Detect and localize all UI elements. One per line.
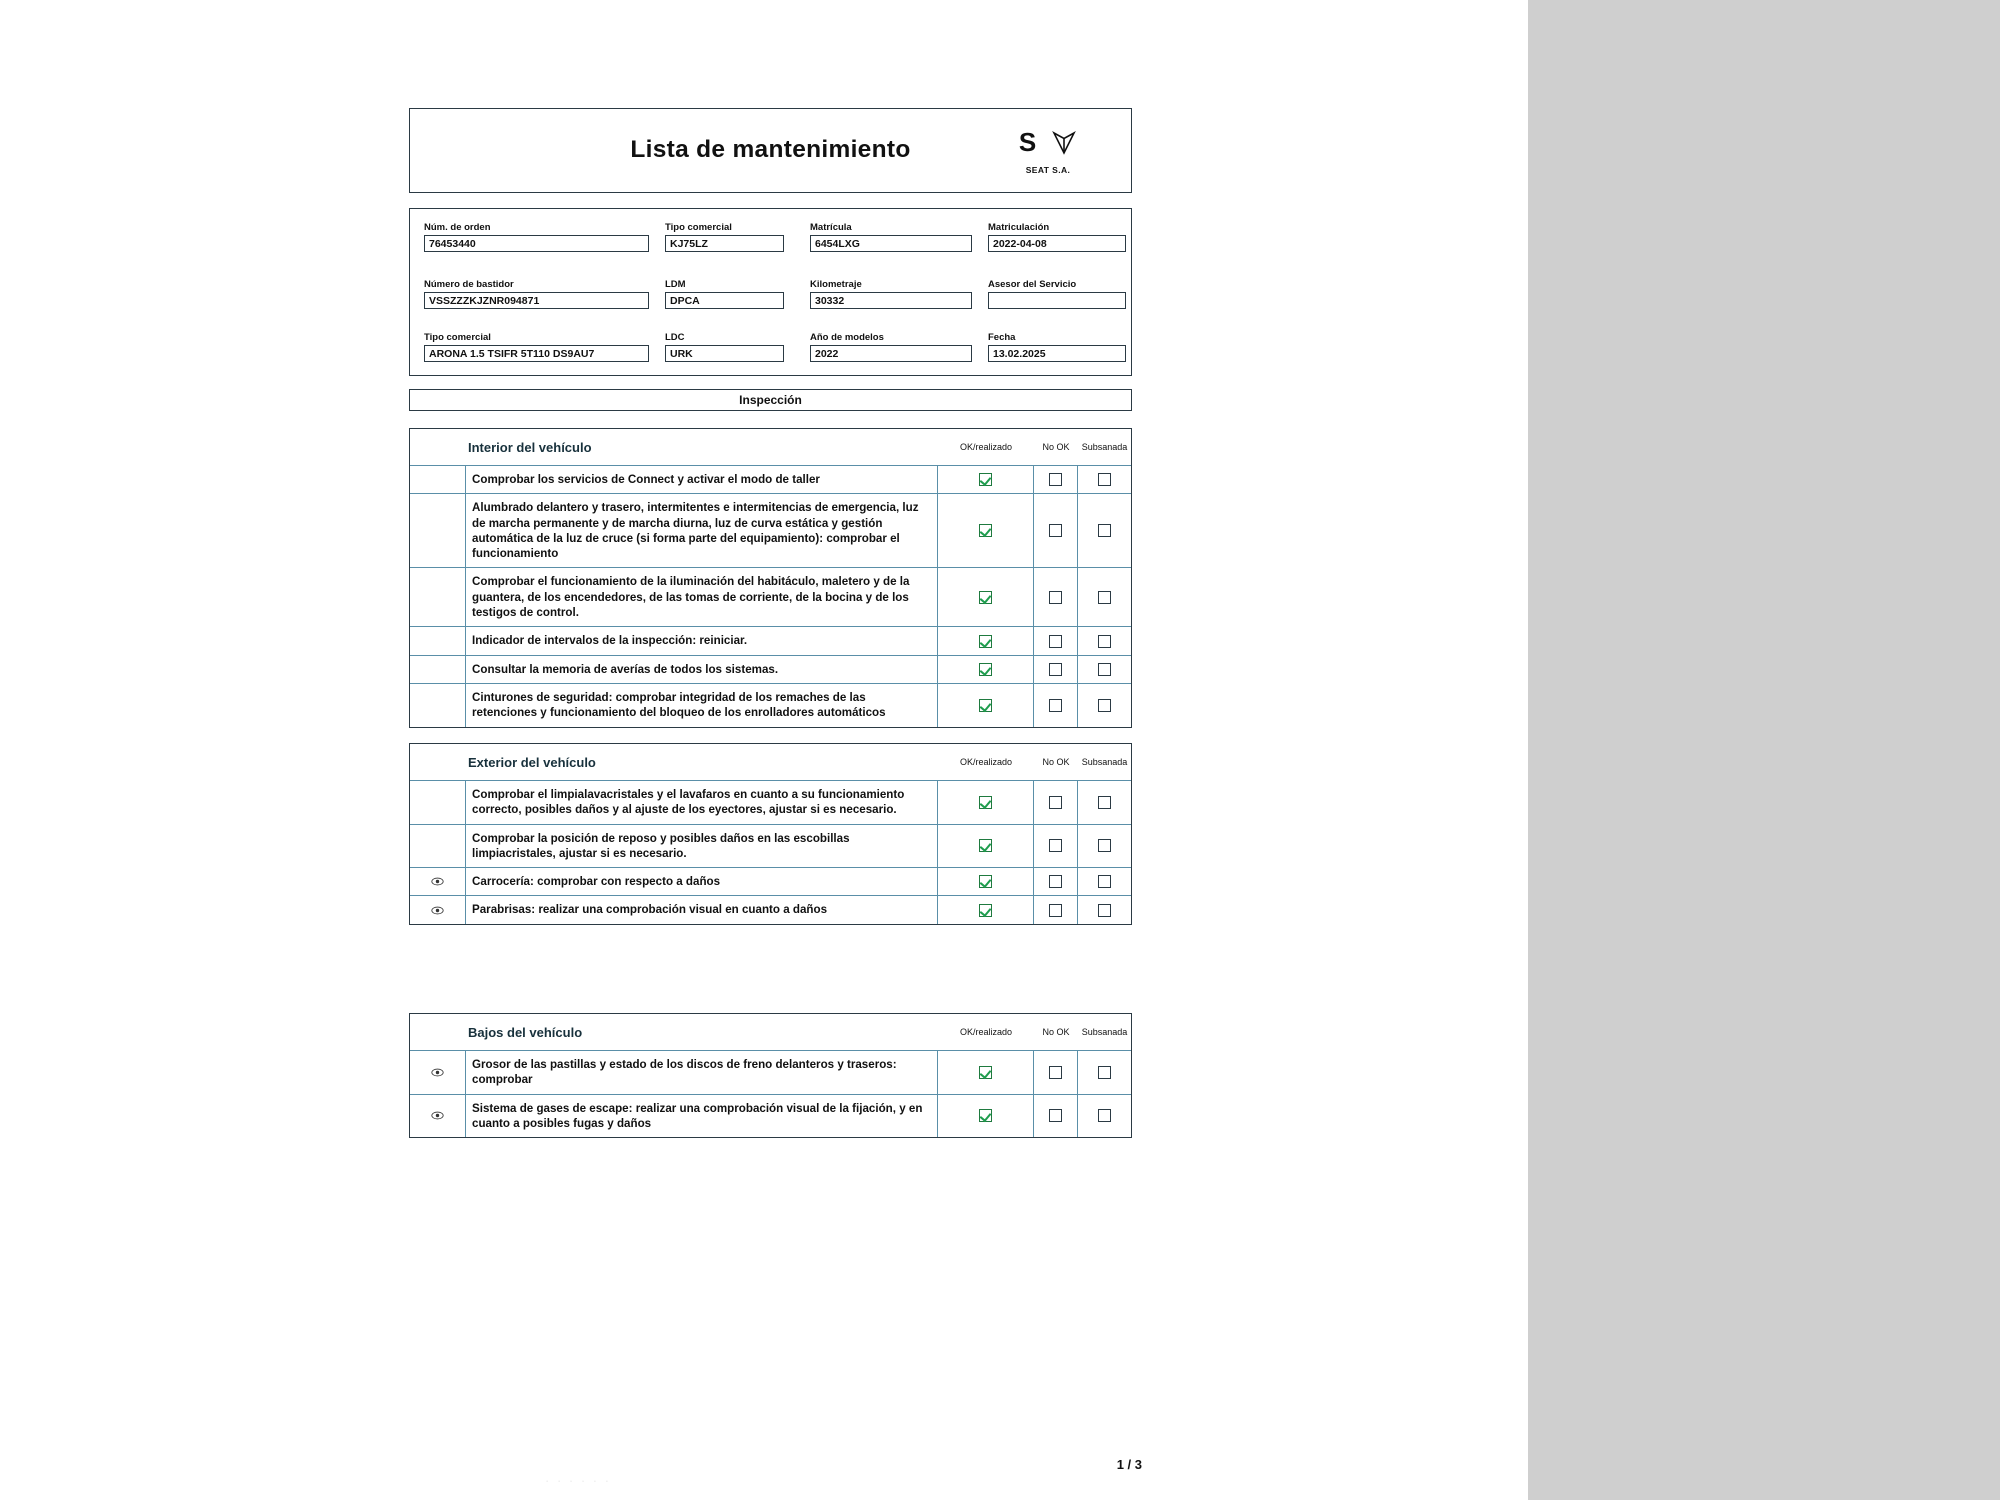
checkbox-ok[interactable] <box>979 524 992 537</box>
column-header-ok: OK/realizado <box>959 441 1013 452</box>
checkbox-not-ok[interactable] <box>1049 1109 1062 1122</box>
field-matriculacion: Matriculación 2022-04-08 <box>988 222 1126 252</box>
cell-ok[interactable] <box>938 684 1034 727</box>
checkbox-fixed[interactable] <box>1098 473 1111 486</box>
cell-not-ok[interactable] <box>1034 627 1078 654</box>
cell-ok[interactable] <box>938 1051 1034 1094</box>
field-value-ano-modelos[interactable]: 2022 <box>810 345 972 362</box>
field-value-ldm[interactable]: DPCA <box>665 292 784 309</box>
row-text: Sistema de gases de escape: realizar una comprobación visual de la fijación, y en cuanto a posibles fugas y daños <box>466 1095 938 1138</box>
table-row <box>410 824 1131 868</box>
row-marker <box>410 656 466 683</box>
checkbox-fixed[interactable] <box>1098 1109 1111 1122</box>
row-marker <box>410 1095 466 1138</box>
cell-not-ok[interactable] <box>1034 896 1078 923</box>
cell-fixed[interactable] <box>1078 1095 1131 1138</box>
cell-ok[interactable] <box>938 896 1034 923</box>
section-title: Interior del vehículo <box>468 439 592 455</box>
column-header-ok: OK/realizado <box>959 1026 1013 1037</box>
cell-fixed[interactable] <box>1078 656 1131 683</box>
cell-fixed[interactable] <box>1078 825 1131 868</box>
checkbox-fixed[interactable] <box>1098 699 1111 712</box>
checkbox-ok[interactable] <box>979 875 992 888</box>
checkbox-not-ok[interactable] <box>1049 663 1062 676</box>
cell-ok[interactable] <box>938 868 1034 895</box>
checkbox-fixed[interactable] <box>1098 875 1111 888</box>
field-value-matricula[interactable]: 6454LXG <box>810 235 972 252</box>
field-value-num-orden[interactable]: 76453440 <box>424 235 649 252</box>
eye-icon <box>431 1066 444 1079</box>
cell-ok[interactable] <box>938 466 1034 493</box>
checkbox-fixed[interactable] <box>1098 524 1111 537</box>
section-exterior <box>409 743 1132 925</box>
scan-artifact: · · · · · · <box>545 1473 612 1488</box>
field-fecha: Fecha 13.02.2025 <box>988 332 1126 362</box>
checkbox-fixed[interactable] <box>1098 796 1111 809</box>
table-row <box>410 780 1131 824</box>
section-bajos <box>409 1013 1132 1138</box>
cell-not-ok[interactable] <box>1034 568 1078 626</box>
page-indicator: 1 / 3 <box>1116 1457 1142 1472</box>
checkbox-ok[interactable] <box>979 635 992 648</box>
row-marker <box>410 684 466 727</box>
checkbox-fixed[interactable] <box>1098 635 1111 648</box>
column-header-fixed: Subsanada <box>1081 1026 1128 1037</box>
cell-ok[interactable] <box>938 568 1034 626</box>
checkbox-ok[interactable] <box>979 591 992 604</box>
field-tipo-comercial-code: Tipo comercial KJ75LZ <box>665 222 784 252</box>
cell-fixed[interactable] <box>1078 684 1131 727</box>
cell-fixed[interactable] <box>1078 494 1131 567</box>
checkbox-ok[interactable] <box>979 1066 992 1079</box>
cupra-logo-icon <box>1051 129 1077 155</box>
cell-ok[interactable] <box>938 781 1034 824</box>
field-value-matriculacion[interactable]: 2022-04-08 <box>988 235 1126 252</box>
table-row <box>410 465 1131 493</box>
row-marker <box>410 781 466 824</box>
table-row <box>410 655 1131 683</box>
cell-fixed[interactable] <box>1078 466 1131 493</box>
field-kilometraje: Kilometraje 30332 <box>810 279 972 309</box>
checkbox-fixed[interactable] <box>1098 904 1111 917</box>
field-num-orden: Núm. de orden 76453440 <box>424 222 649 252</box>
cell-ok[interactable] <box>938 627 1034 654</box>
brand-block <box>993 127 1103 175</box>
cell-fixed[interactable] <box>1078 568 1131 626</box>
checkbox-not-ok[interactable] <box>1049 473 1062 486</box>
checkbox-ok[interactable] <box>979 904 992 917</box>
row-text: Grosor de las pastillas y estado de los discos de freno delanteros y traseros: comprobar <box>466 1051 938 1094</box>
page-title: Lista de mantenimiento <box>630 136 911 163</box>
row-marker <box>410 896 466 923</box>
row-marker <box>410 868 466 895</box>
field-ldc: LDC URK <box>665 332 784 362</box>
checkbox-fixed[interactable] <box>1098 1066 1111 1079</box>
checkbox-not-ok[interactable] <box>1049 796 1062 809</box>
row-text: Comprobar el limpialavacristales y el lavafaros en cuanto a su funcionamiento correcto, posibles daños y al ajuste de los eyectores, ajustar si es necesario. <box>466 781 938 824</box>
inspection-section-bar: Inspección <box>409 389 1132 411</box>
checkbox-ok[interactable] <box>979 1109 992 1122</box>
checkbox-fixed[interactable] <box>1098 839 1111 852</box>
field-value-tipo-comercial-model[interactable]: ARONA 1.5 TSIFR 5T110 DS9AU7 <box>424 345 649 362</box>
column-header-fixed: Subsanada <box>1081 756 1128 767</box>
checkbox-ok[interactable] <box>979 663 992 676</box>
field-asesor-servicio: Asesor del Servicio <box>988 279 1126 309</box>
cell-ok[interactable] <box>938 494 1034 567</box>
cell-fixed[interactable] <box>1078 781 1131 824</box>
section-header <box>410 1014 1131 1050</box>
row-text: Cinturones de seguridad: comprobar integridad de los remaches de las retenciones y funcionamiento del bloqueo de los enrolladores automáticos <box>466 684 938 727</box>
cell-not-ok[interactable] <box>1034 781 1078 824</box>
document-sheet <box>405 0 1150 1500</box>
viewer-background <box>1528 0 2000 1500</box>
checkbox-ok[interactable] <box>979 839 992 852</box>
column-header-not-ok: No OK <box>1042 441 1070 452</box>
cell-fixed[interactable] <box>1078 896 1131 923</box>
table-row <box>410 867 1131 895</box>
field-value-fecha[interactable]: 13.02.2025 <box>988 345 1126 362</box>
row-marker <box>410 568 466 626</box>
row-text: Comprobar los servicios de Connect y activar el modo de taller <box>466 466 938 493</box>
eye-icon <box>431 875 444 888</box>
field-tipo-comercial-model: Tipo comercial ARONA 1.5 TSIFR 5T110 DS9AU7 <box>424 332 649 362</box>
field-ano-modelos: Año de modelos 2022 <box>810 332 972 362</box>
checkbox-not-ok[interactable] <box>1049 635 1062 648</box>
checkbox-fixed[interactable] <box>1098 591 1111 604</box>
cell-not-ok[interactable] <box>1034 1095 1078 1138</box>
checkbox-ok[interactable] <box>979 796 992 809</box>
table-row <box>410 1050 1131 1094</box>
checkbox-ok[interactable] <box>979 473 992 486</box>
section-title: Bajos del vehículo <box>468 1024 583 1040</box>
table-row <box>410 683 1131 727</box>
row-text: Comprobar la posición de reposo y posibles daños en las escobillas limpiacristales, ajustar si es necesario. <box>466 825 938 868</box>
checkbox-not-ok[interactable] <box>1049 875 1062 888</box>
row-marker <box>410 627 466 654</box>
row-marker <box>410 1051 466 1094</box>
row-text: Carrocería: comprobar con respecto a daños <box>466 868 938 895</box>
title-block <box>409 108 1132 193</box>
checkbox-ok[interactable] <box>979 699 992 712</box>
table-row <box>410 567 1131 626</box>
eye-icon <box>431 904 444 917</box>
cell-ok[interactable] <box>938 1095 1034 1138</box>
checkbox-not-ok[interactable] <box>1049 699 1062 712</box>
row-text: Comprobar el funcionamiento de la iluminación del habitáculo, maletero y de la guantera, de los encendedores, de las tomas de corriente, de la bocina y de los testigos de control. <box>466 568 938 626</box>
row-text: Consultar la memoria de averías de todos los sistemas. <box>466 656 938 683</box>
cell-not-ok[interactable] <box>1034 1051 1078 1094</box>
cell-not-ok[interactable] <box>1034 494 1078 567</box>
column-header-fixed: Subsanada <box>1081 441 1128 452</box>
section-interior <box>409 428 1132 728</box>
checkbox-not-ok[interactable] <box>1049 904 1062 917</box>
row-text: Alumbrado delantero y trasero, intermitentes e intermitencias de emergencia, luz de marcha permanente y de marcha diurna, luz de curva estática y gestión automática de la luz de cruce (si forma parte del equipamiento): comprobar el funcionamiento <box>466 494 938 567</box>
checkbox-not-ok[interactable] <box>1049 839 1062 852</box>
cell-ok[interactable] <box>938 825 1034 868</box>
row-marker <box>410 494 466 567</box>
field-value-kilometraje[interactable]: 30332 <box>810 292 972 309</box>
field-value-ldc[interactable]: URK <box>665 345 784 362</box>
section-header <box>410 744 1131 780</box>
seat-wordmark-icon: S <box>1018 127 1036 157</box>
column-header-ok: OK/realizado <box>959 756 1013 767</box>
column-header-not-ok: No OK <box>1042 756 1070 767</box>
cell-fixed[interactable] <box>1078 1051 1131 1094</box>
cell-not-ok[interactable] <box>1034 868 1078 895</box>
eye-icon <box>431 1109 444 1122</box>
cell-fixed[interactable] <box>1078 868 1131 895</box>
checkbox-not-ok[interactable] <box>1049 591 1062 604</box>
field-ldm: LDM DPCA <box>665 279 784 309</box>
section-header <box>410 429 1131 465</box>
vehicle-data-block <box>409 208 1132 376</box>
brand-name: SEAT S.A. <box>1025 165 1071 175</box>
table-row <box>410 895 1131 923</box>
table-row <box>410 1094 1131 1138</box>
table-row <box>410 493 1131 567</box>
checkbox-fixed[interactable] <box>1098 663 1111 676</box>
checkbox-not-ok[interactable] <box>1049 1066 1062 1079</box>
column-header-not-ok: No OK <box>1042 1026 1070 1037</box>
field-numero-bastidor: Número de bastidor VSSZZZKJZNR094871 <box>424 279 649 309</box>
field-matricula: Matrícula 6454LXG <box>810 222 972 252</box>
field-value-numero-bastidor[interactable]: VSSZZZKJZNR094871 <box>424 292 649 309</box>
section-title: Exterior del vehículo <box>468 754 596 770</box>
cell-not-ok[interactable] <box>1034 684 1078 727</box>
table-row <box>410 626 1131 654</box>
field-value-asesor-servicio[interactable] <box>988 292 1126 309</box>
row-marker <box>410 825 466 868</box>
cell-ok[interactable] <box>938 656 1034 683</box>
row-text: Indicador de intervalos de la inspección: reiniciar. <box>466 627 938 654</box>
cell-not-ok[interactable] <box>1034 656 1078 683</box>
brand-marks <box>993 127 1103 157</box>
checkbox-not-ok[interactable] <box>1049 524 1062 537</box>
row-text: Parabrisas: realizar una comprobación visual en cuanto a daños <box>466 896 938 923</box>
field-value-tipo-comercial-code[interactable]: KJ75LZ <box>665 235 784 252</box>
cell-fixed[interactable] <box>1078 627 1131 654</box>
row-marker <box>410 466 466 493</box>
cell-not-ok[interactable] <box>1034 825 1078 868</box>
cell-not-ok[interactable] <box>1034 466 1078 493</box>
